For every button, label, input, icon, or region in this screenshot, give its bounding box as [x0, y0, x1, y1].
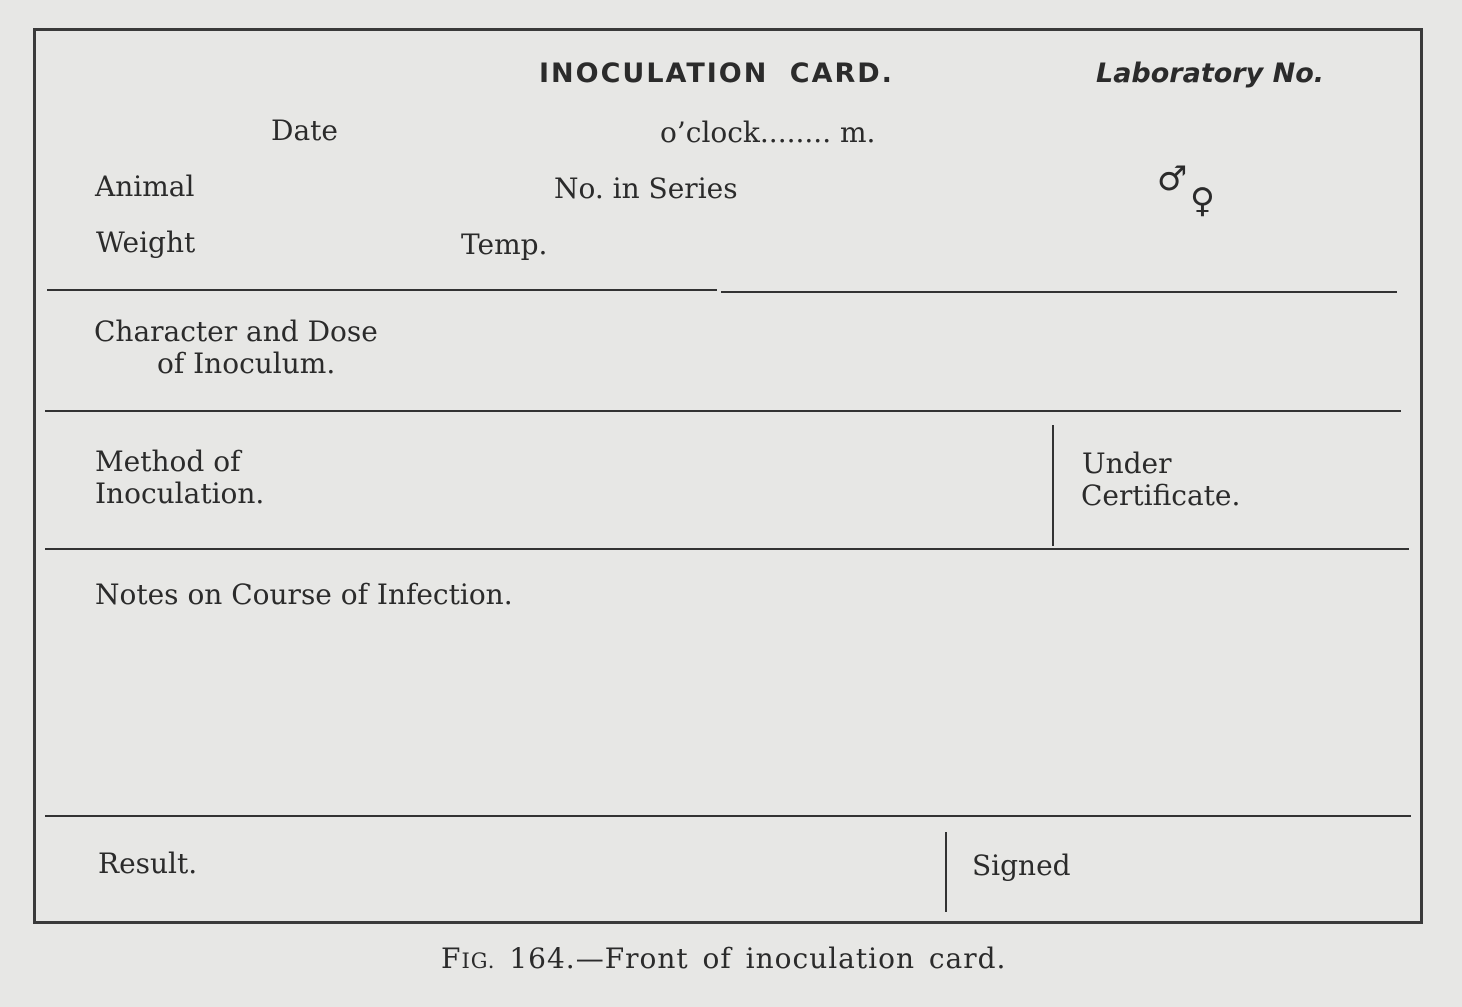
- caption-prefix-rest: IG.: [461, 949, 496, 973]
- caption-number: 164.: [509, 942, 576, 975]
- notes-label: Notes on Course of Infection.: [95, 578, 513, 611]
- character-dose-label: Character and Dose: [94, 315, 378, 348]
- divider-line: [45, 815, 1411, 817]
- time-label: o’clock........ m.: [660, 116, 876, 149]
- signed-label: Signed: [972, 849, 1071, 882]
- divider-line: [45, 410, 1401, 412]
- temp-label: Temp.: [461, 228, 548, 261]
- result-label: Result.: [98, 847, 198, 880]
- male-symbol-icon: ♂: [1157, 159, 1188, 199]
- no-in-series-label: No. in Series: [554, 172, 738, 205]
- figure-caption: [441, 942, 1007, 975]
- caption-text: —Front of inoculation card.: [575, 942, 1007, 975]
- column-divider: [1052, 425, 1054, 546]
- inoculum-label: of Inoculum.: [157, 347, 336, 380]
- divider-line: [47, 289, 717, 291]
- female-symbol-icon: ♀: [1190, 181, 1215, 221]
- divider-line: [45, 548, 1409, 550]
- inoculation-card: [33, 28, 1423, 924]
- inoculation-label: Inoculation.: [95, 477, 265, 510]
- weight-label: Weight: [96, 226, 196, 259]
- method-label: Method of: [95, 445, 241, 478]
- caption-prefix-first: F: [441, 942, 462, 975]
- card-title: INOCULATION CARD.: [539, 58, 894, 89]
- certificate-label: Certificate.: [1081, 479, 1241, 512]
- date-label: Date: [271, 114, 338, 147]
- animal-label: Animal: [95, 170, 195, 203]
- divider-line: [721, 291, 1397, 293]
- column-divider: [945, 832, 947, 912]
- under-label: Under: [1082, 447, 1172, 480]
- laboratory-no-label: Laboratory No.: [1096, 58, 1325, 89]
